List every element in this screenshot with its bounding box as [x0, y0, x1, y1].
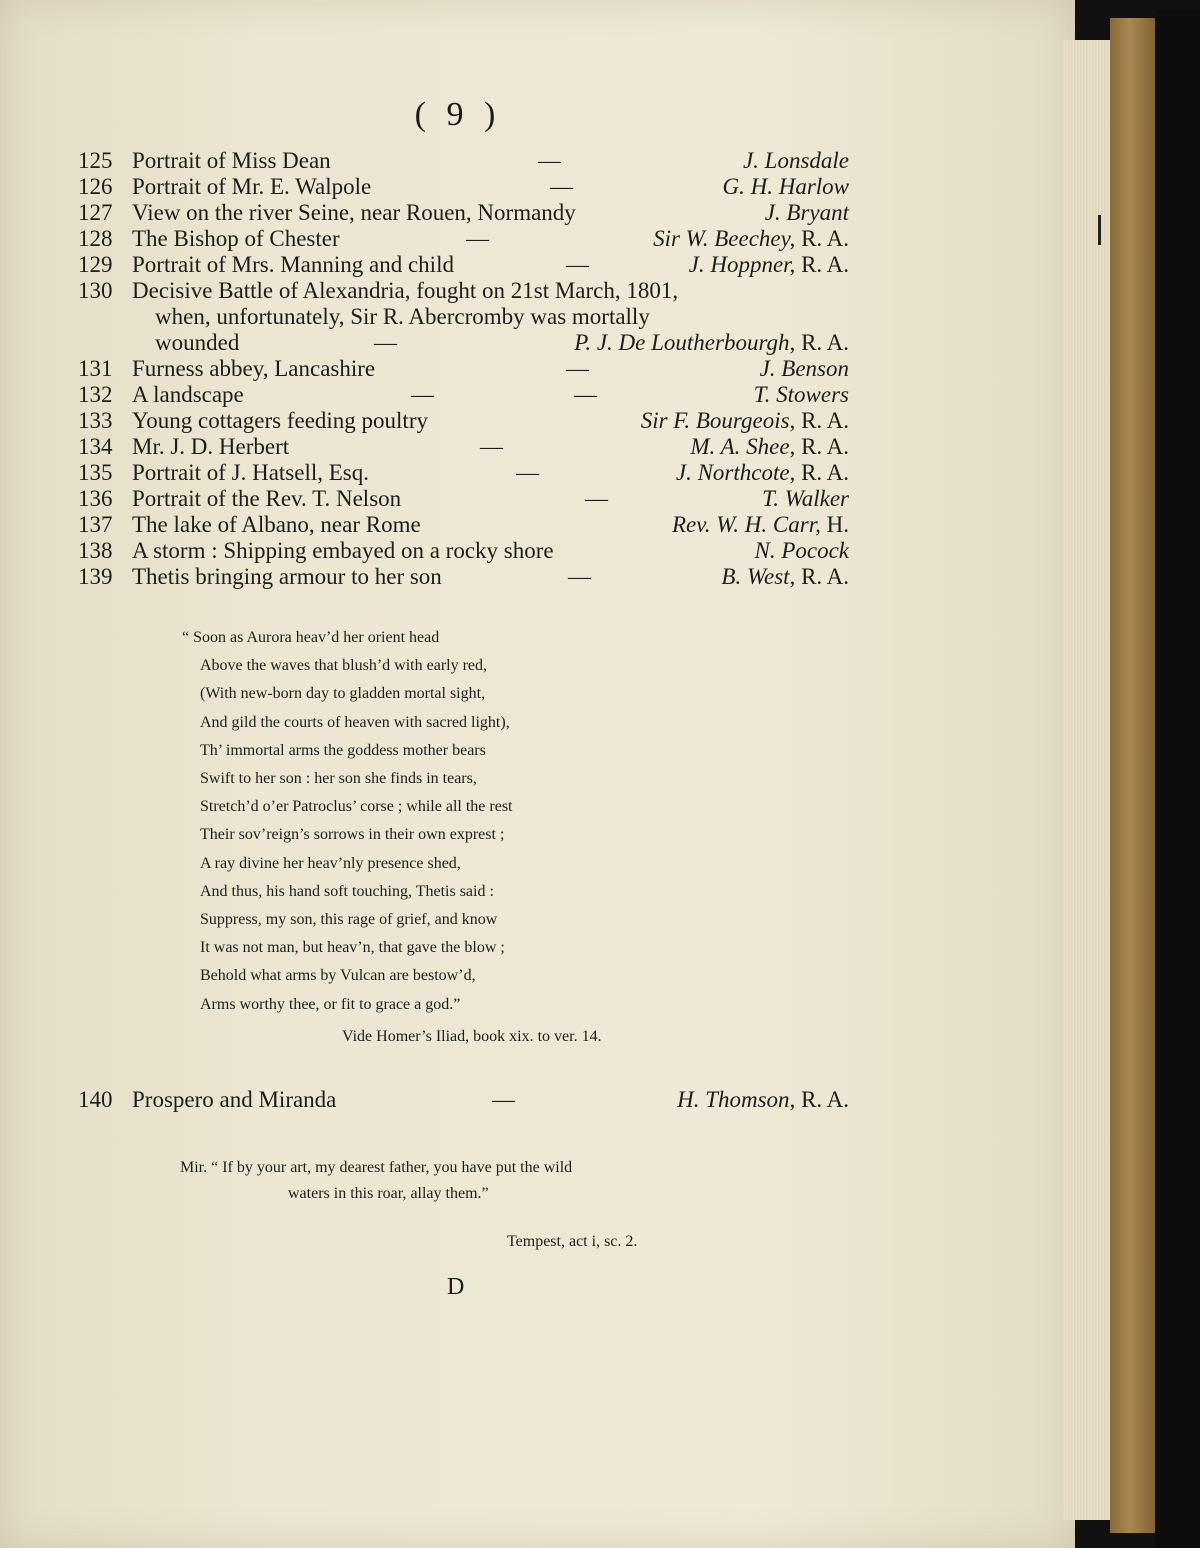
book-cover — [1110, 18, 1160, 1533]
bookmark-marker — [1098, 215, 1101, 245]
entry-title: Portrait of Mrs. Manning and child — [132, 252, 454, 277]
entry-artist — [754, 382, 849, 408]
background-shadow — [1155, 10, 1200, 1548]
entry-dash: — — [550, 174, 573, 199]
verse-line: Th’ immortal arms the goddess mother bears — [200, 741, 486, 759]
entry-number: 128 — [78, 226, 113, 251]
entry-artist — [672, 512, 849, 538]
entry-dash: — — [538, 148, 561, 173]
artist-suffix: R. A. — [801, 1087, 849, 1112]
entry-artist — [689, 252, 849, 278]
verse-line: Behold what arms by Vulcan are bestow’d, — [200, 967, 476, 985]
entry-title: Decisive Battle of Alexandria, fought on 21st March, 1801, — [132, 278, 679, 303]
verse-line: And gild the courts of heaven with sacred light), — [200, 713, 510, 731]
artist-name: T. Stowers — [753, 382, 849, 407]
entry-dash: — — [566, 356, 589, 381]
entry-number: 126 — [78, 174, 113, 199]
entry-title: The lake of Albano, near Rome — [132, 512, 421, 537]
entry-dash: — — [411, 382, 434, 407]
entry-dash: — — [585, 486, 608, 511]
entry-title: Furness abbey, Lancashire — [132, 356, 376, 381]
entry-artist — [690, 434, 849, 460]
artist-name: H. Thomson, — [677, 1087, 796, 1112]
artist-name: J. Benson — [759, 356, 849, 381]
entry-artist — [743, 148, 849, 174]
artist-name: J. Hoppner, — [688, 252, 796, 277]
entry-title: View on the river Seine, near Rouen, Normandy — [132, 200, 576, 225]
verse-line: It was not man, but heav’n, that gave the blow ; — [200, 939, 505, 957]
entry-title: Young cottagers feeding poultry — [132, 408, 428, 433]
verse-line: “ Soon as Aurora heav’d her orient head — [182, 629, 440, 646]
artist-name: G. H. Harlow — [722, 174, 849, 199]
artist-name: J. Bryant — [764, 200, 849, 225]
entry-number: 134 — [78, 434, 113, 459]
entry-number: 125 — [78, 148, 113, 173]
entry-artist — [721, 564, 849, 590]
artist-name: T. Walker — [762, 486, 849, 511]
entry-title: Portrait of the Rev. T. Nelson — [132, 486, 402, 511]
entry-artist — [641, 408, 849, 434]
artist-name: M. A. Shee, — [690, 434, 796, 459]
artist-name: Rev. W. H. Carr, — [672, 512, 821, 537]
verse-line: A ray divine her heav’nly presence shed, — [200, 854, 461, 872]
artist-suffix: R. A. — [801, 460, 849, 485]
entry-dash: — — [566, 252, 589, 277]
entry-dash: — — [374, 330, 397, 355]
artist-suffix: R. A. — [801, 330, 849, 355]
entry-artist — [765, 200, 849, 226]
entry-title: Portrait of Mr. E. Walpole — [132, 174, 372, 199]
entry-number: 140 — [78, 1087, 113, 1112]
entry-artist — [762, 486, 849, 512]
quote-line: waters in this roar, allay them.” — [288, 1185, 489, 1202]
entry-number: 136 — [78, 486, 113, 511]
verse-line: (With new-born day to gladden mortal sight, — [200, 685, 486, 703]
quote-line: Mir. “ If by your art, my dearest father, you have put the wild — [180, 1159, 573, 1176]
artist-name: Sir W. Beechey, — [653, 226, 796, 251]
entry-number: 138 — [78, 538, 113, 563]
artist-name: Sir F. Bourgeois, — [640, 408, 796, 433]
entry-continuation: wounded — [155, 330, 240, 355]
verse-line: Stretch’d o’er Patroclus’ corse ; while all the rest — [200, 798, 513, 816]
verse-line: And thus, his hand soft touching, Thetis said : — [200, 882, 494, 900]
verse-line: Suppress, my son, this rage of grief, and know — [200, 911, 498, 929]
entry-number: 130 — [78, 278, 113, 303]
entry-number: 137 — [78, 512, 113, 537]
artist-name: N. Pocock — [754, 538, 849, 563]
artist-suffix: R. A. — [801, 408, 849, 433]
page-number: ( 9 ) — [414, 96, 502, 133]
verse-line: Swift to her son : her son she finds in tears, — [200, 770, 477, 788]
tempest-quotation — [180, 1155, 572, 1207]
entry-number: 131 — [78, 356, 113, 381]
tempest-citation: Tempest, act i, sc. 2. — [507, 1233, 638, 1250]
entry-number: 133 — [78, 408, 113, 433]
entry-number: 135 — [78, 460, 113, 485]
artist-suffix: R. A. — [801, 564, 849, 589]
entry-dash: — — [466, 226, 489, 251]
entry-artist — [653, 226, 849, 252]
iliad-citation: Vide Homer’s Iliad, book xix. to ver. 14. — [342, 1028, 602, 1045]
verse-line: Arms worthy thee, or fit to grace a god.” — [200, 995, 461, 1013]
entry-artist — [722, 174, 849, 200]
list-item — [0, 1087, 1075, 1117]
entry-number: 132 — [78, 382, 113, 407]
artist-name: J. Northcote, — [675, 460, 796, 485]
artist-name: P. J. De Loutherbourgh, — [574, 330, 796, 355]
list-item — [0, 564, 1075, 594]
verse-line: Above the waves that blush’d with early red, — [200, 657, 488, 675]
entry-artist — [760, 356, 849, 382]
artist-suffix: R. A. — [801, 226, 849, 251]
entry-title: Portrait of Miss Dean — [132, 148, 331, 173]
entry-title: Prospero and Miranda — [132, 1087, 337, 1112]
iliad-quotation — [182, 624, 682, 1019]
entry-artist — [574, 330, 849, 356]
artist-suffix: R. A. — [801, 252, 849, 277]
entry-title: Thetis bringing armour to her son — [132, 564, 442, 589]
signature-mark: D — [447, 1274, 465, 1300]
entry-number: 129 — [78, 252, 113, 277]
artist-suffix: R. A. — [801, 434, 849, 459]
entry-title: Mr. J. D. Herbert — [132, 434, 290, 459]
entry-title: Portrait of J. Hatsell, Esq. — [132, 460, 369, 485]
entry-title: The Bishop of Chester — [132, 226, 340, 251]
artist-suffix: H. — [826, 512, 849, 537]
entry-dash: — — [568, 564, 591, 589]
entry-number: 127 — [78, 200, 113, 225]
entry-dash: — — [516, 460, 539, 485]
verse-line: Their sov’reign’s sorrows in their own exprest ; — [200, 826, 505, 844]
entry-artist — [677, 1087, 849, 1113]
entry-title: A storm : Shipping embayed on a rocky shore — [132, 538, 554, 563]
entry-number: 139 — [78, 564, 113, 589]
entry-title: A landscape — [132, 382, 244, 407]
entry-continuation: when, unfortunately, Sir R. Abercromby was mortally — [155, 304, 650, 329]
artist-name: J. Lonsdale — [742, 148, 849, 173]
entry-artist — [754, 538, 849, 564]
entry-dash: — — [574, 382, 597, 407]
artist-name: B. West, — [721, 564, 796, 589]
entry-dash: — — [492, 1087, 515, 1112]
entry-dash: — — [480, 434, 503, 459]
entry-artist — [676, 460, 849, 486]
